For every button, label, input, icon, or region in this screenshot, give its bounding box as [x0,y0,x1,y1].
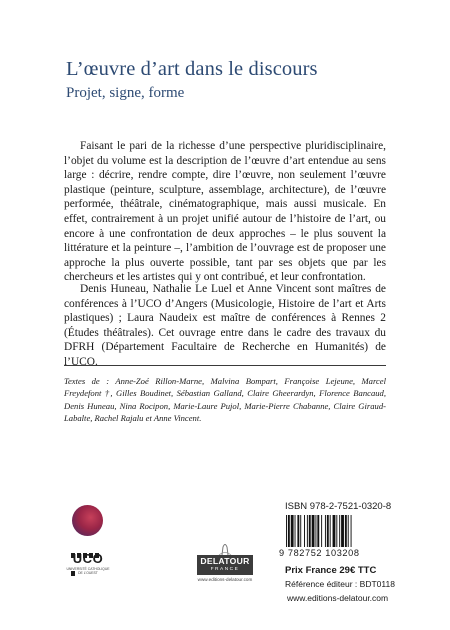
book-title: L’œuvre d’art dans le discours [66,58,318,80]
uco-bar-strip [71,545,105,550]
barcode [285,515,387,547]
price-label: Prix France 29€ TTC [285,565,377,576]
uco-logo-text: UCO [72,551,104,566]
isbn-label: ISBN 978-2-7521-0320-8 [285,501,392,512]
book-subtitle: Projet, signe, forme [66,85,185,101]
uco-tagline: UNIVERSITÉ CATHOLIQUE DE L’OUEST [66,567,110,575]
authors-paragraph: Denis Huneau, Nathalie Le Luel et Anne Vincent sont maîtres de conférences à l’UCO d’Angers (Musicologie, Histoire de l’art et Arts plastiques) ; Laura Naudeix est maître de conférences à Rennes 2 (Études théâtrales). Cet ouvrage entre dans le cadre des travaux du DFRH (Département Facultaire de Recherche en Humanités) de l’UCO. [64,283,386,368]
publisher-website: www.editions-delatour.com [287,593,389,603]
uco-circle-icon [72,505,103,536]
contributors-list: Textes de : Anne-Zoé Rillon-Marne, Malvina Bompart, Françoise Lejeune, Marcel Freydefont †, Gilles Boudinet, Sébastian Galland, Claire Gheerardyn, Florence Bancaud, Denis Huneau, Nina Rocipon, Marie-Laure Pujol, Marie-Pierre Chabanne, Claire Giraud-Labalte, Rachel Rajalu et Anne Vincent. [64,376,386,424]
divider-line [64,365,386,366]
delatour-box [197,555,253,575]
delatour-logo [197,541,253,585]
uco-logo [66,503,110,583]
description-paragraph: Faisant le pari de la richesse d’une perspective pluridisciplinaire, l’objet du volume est la description de l’œuvre d’art entendue au sens large : décrire, rendre compte, dire l’œuvre, non seulement l’œuvre plastique (peinture, sculpture, assemblage, architecture), de l’œuvre performée, théâtrale, cinématographique, mais aussi musicale. En effet, contrairement à un projet unifié autour de l’histoire de l’art, ou encore à une confrontation de deux approches – le plus souvent la littérature et la peinture –, l’ambition de l’ouvrage est de proposer une approche la plus ouverte possible, tant par ses objets que par les chercheurs et les artistes qui y ont contribué, et leur confrontation. [64,140,386,284]
delatour-logo-url: www.editions-delatour.com [197,577,253,582]
delatour-name: DELATOUR [200,556,250,566]
publisher-reference: Référence éditeur : BDT0118 [285,579,395,589]
delatour-country: FRANCE [210,567,240,572]
barcode-digits: 9 782752 103208 [279,548,360,558]
